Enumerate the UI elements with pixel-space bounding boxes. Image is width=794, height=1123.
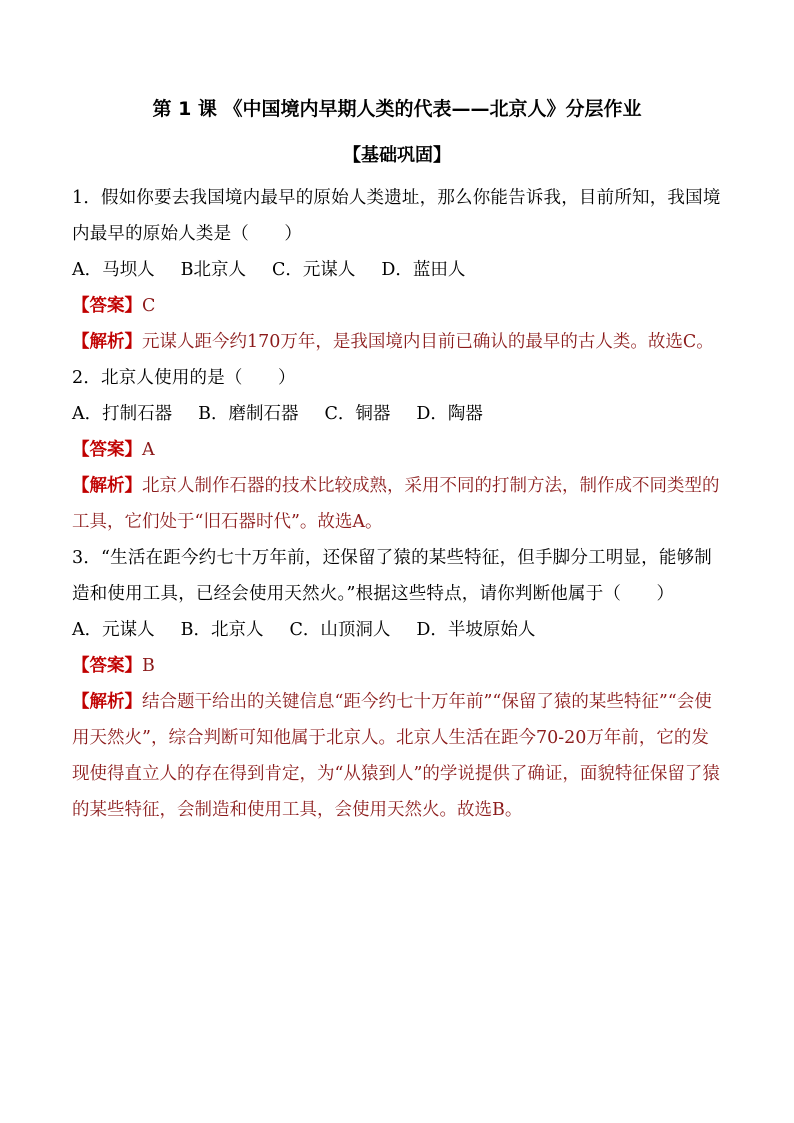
answer-value: B	[142, 656, 155, 676]
explanation	[72, 468, 724, 540]
option-b: B．北京人	[180, 620, 264, 640]
question-3	[72, 540, 724, 828]
question-stem: 2．北京人使用的是（ ）	[72, 368, 296, 388]
option-a: A．马坝人	[72, 260, 155, 280]
option-a: A．元谋人	[72, 620, 155, 640]
answer-value: A	[142, 440, 155, 460]
question-stem: 1．假如你要去我国境内最早的原始人类遗址，那么你能告诉我，目前所知，我国境内最早的原始人类是（ ）	[72, 188, 721, 244]
answer-line	[72, 648, 724, 684]
question-options	[72, 612, 724, 648]
option-b: B．磨制石器	[198, 404, 299, 424]
option-d: D．蓝田人	[381, 260, 466, 280]
explanation-tag: 【解析】	[72, 332, 142, 352]
page-title: 第 1 课 《中国境内早期人类的代表——北京人》分层作业	[152, 98, 642, 120]
option-d: D．半坡原始人	[416, 620, 536, 640]
explanation	[72, 324, 724, 360]
explanation	[72, 684, 724, 828]
answer-line	[72, 432, 724, 468]
option-d: D．陶器	[416, 404, 483, 424]
question-stem: 3．“生活在距今约七十万年前，还保留了猿的某些特征，但手脚分工明显，能够制造和使用工具，已经会使用天然火。”根据这些特点，请你判断他属于（ ）	[72, 548, 712, 604]
answer-tag: 【答案】	[72, 656, 142, 676]
question-1	[72, 180, 724, 360]
section-heading: 【基础巩固】	[343, 145, 451, 166]
answer-tag: 【答案】	[72, 296, 142, 316]
explanation-text: 北京人制作石器的技术比较成熟，采用不同的打制方法，制作成不同类型的工具，它们处于“旧石器时代”。故选A。	[72, 476, 720, 532]
answer-value: C	[142, 296, 156, 316]
question-2	[72, 360, 724, 540]
explanation-text: 结合题干给出的关键信息“距今约七十万年前”“保留了猿的某些特征”“会使用天然火”，综合判断可知他属于北京人。北京人生活在距今70-20万年前，它的发现使得直立人的存在得到肯定，为“从猿到人”的学说提供了确证，面貌特征保留了猿的某些特征，会制造和使用工具，会使用天然火。故选B。	[72, 692, 720, 820]
option-c: C．元谋人	[272, 260, 356, 280]
option-b: B北京人	[180, 260, 247, 280]
explanation-tag: 【解析】	[72, 476, 142, 496]
question-options	[72, 396, 724, 432]
option-a: A．打制石器	[72, 404, 173, 424]
answer-tag: 【答案】	[72, 440, 142, 460]
option-c: C．铜器	[324, 404, 391, 424]
explanation-text: 元谋人距今约170万年，是我国境内目前已确认的最早的古人类。故选C。	[142, 332, 714, 352]
explanation-tag: 【解析】	[72, 692, 142, 712]
question-options	[72, 252, 724, 288]
question-list	[72, 180, 724, 828]
answer-line	[72, 288, 724, 324]
option-c: C．山顶洞人	[289, 620, 391, 640]
